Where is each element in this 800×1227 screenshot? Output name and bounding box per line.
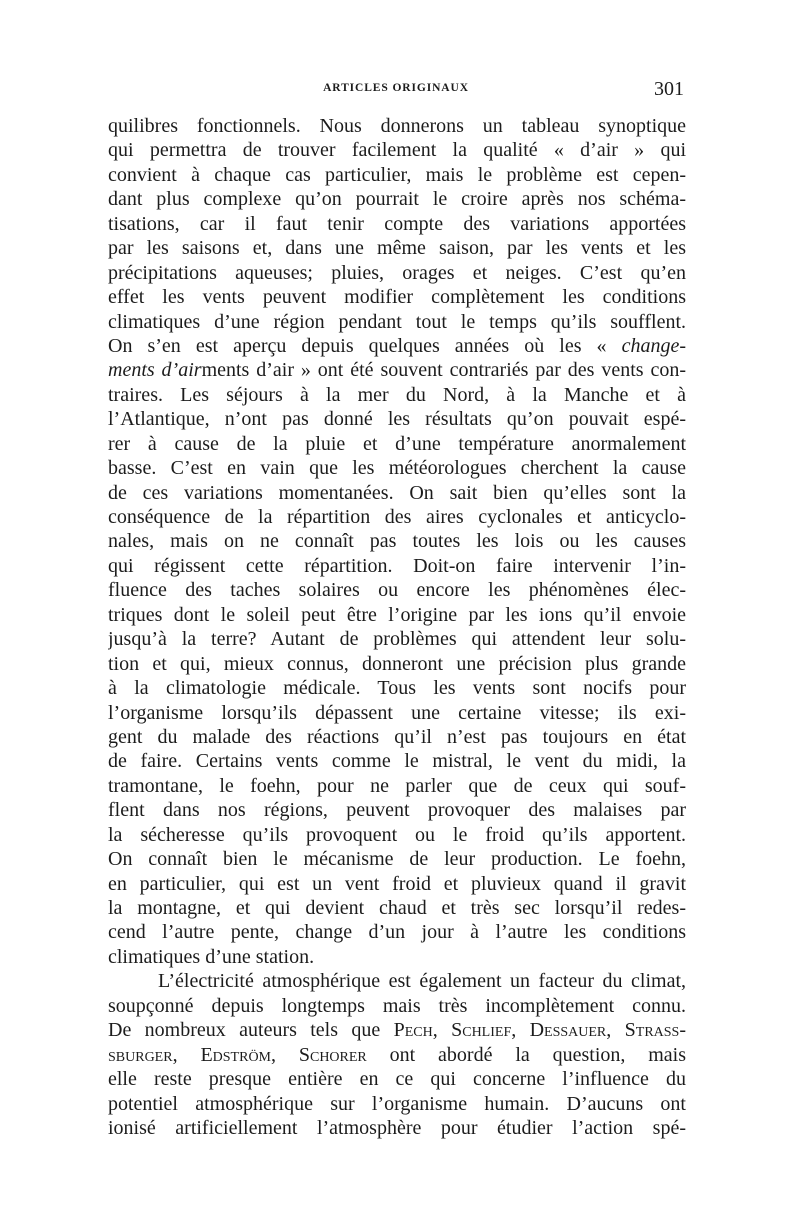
separator: , [432, 1019, 452, 1042]
text-line: On connaît bien le mécanisme de leur production. Le foehn, [108, 848, 686, 871]
text-run: On s’en est aperçu depuis quelques années où les « [108, 334, 607, 357]
text-line: climatiques d’une station. [108, 945, 315, 968]
text-line: conséquence de la répartition des aires cyclonales et anticyclo- [108, 506, 686, 528]
author-name: Schorer [298, 1043, 367, 1066]
text-run: ont abordé la question, mais [366, 1043, 686, 1066]
separator: , [511, 1019, 530, 1042]
text-line [108, 358, 686, 382]
text-line: basse. C’est en vain que les météorologues cherchent la cause [108, 457, 686, 480]
running-head [108, 78, 684, 102]
author-name: sburger [108, 1043, 173, 1066]
text-line: la montagne, et qui devient chaud et très sec lorsqu’il redes- [108, 897, 686, 919]
body-text [108, 114, 686, 1140]
text-line: dant plus complexe qu’on pourrait le croire après nos schéma- [108, 188, 686, 211]
text-line: gent du malade des réactions qu’il n’est pas toujours en état [108, 725, 686, 748]
text-line: l’organisme lorsqu’ils dépassent une certaine vitesse; ils exi- [108, 701, 686, 724]
paragraph-2 [108, 969, 686, 1140]
author-name: Strass- [624, 1019, 686, 1042]
separator: , [606, 1019, 625, 1042]
text-run: ments d’air » ont été souvent contrariés par des vents con- [201, 359, 686, 382]
separator: , [271, 1043, 299, 1066]
text-line: effet les vents peuvent modifier complètement les conditions [108, 286, 686, 309]
text-line [108, 334, 686, 358]
text-line: de faire. Certains vents comme le mistral, le vent du midi, la [108, 750, 686, 773]
italic-term: ments d’air [108, 359, 202, 382]
text-line: tion et qui, mieux connus, donneront une précision plus grande [108, 652, 686, 675]
text-run: De nombreux auteurs tels que [108, 1019, 394, 1042]
author-name: Edström [200, 1043, 271, 1066]
text-line: qui régissent cette répartition. Doit-on faire intervenir l’in- [108, 554, 686, 577]
text-line: soupçonné depuis longtemps mais très incomplètement connu. [108, 994, 686, 1017]
text-line: rer à cause de la pluie et d’une température anormalement [108, 432, 686, 455]
text-line: fluence des taches solaires ou encore les phénomènes élec- [108, 579, 686, 602]
text-line: convient à chaque cas particulier, mais le problème est cepen- [108, 163, 686, 186]
running-title: ARTICLES ORIGINAUX [323, 82, 469, 94]
text-line [108, 1018, 686, 1042]
text-line: nales, mais on ne connaît pas toutes les lois ou les causes [108, 530, 686, 553]
text-line: qui permettra de trouver facilement la qualité « d’air » qui [108, 139, 686, 162]
italic-term: change- [621, 334, 686, 357]
paragraph-1 [108, 114, 686, 969]
text-line: de ces variations momentanées. On sait bien qu’elles sont la [108, 481, 686, 504]
text-line: jusqu’à la terre? Autant de problèmes qui attendent leur solu- [108, 628, 686, 651]
separator: , [172, 1043, 201, 1066]
text-line: quilibres fonctionnels. Nous donnerons un tableau synoptique [108, 115, 686, 137]
text-line: elle reste presque entière en ce qui concerne l’influence du [108, 1068, 686, 1091]
text-line: potentiel atmosphérique sur l’organisme humain. D’aucuns ont [108, 1092, 686, 1115]
text-line: triques dont le soleil peut être l’origine par les ions qu’il envoie [108, 603, 686, 626]
text-line: par les saisons et, dans une même saison, par les vents et les [108, 237, 686, 260]
text-line: cend l’autre pente, change d’un jour à l’autre les conditions [108, 921, 686, 944]
page-number: 301 [654, 78, 684, 100]
text-line: flent dans nos régions, peuvent provoquer des malaises par [108, 799, 686, 822]
text-line: l’Atlantique, n’ont pas donné les résultats qu’on pouvait espé- [108, 408, 686, 431]
text-line: la sécheresse qu’ils provoquent ou le froid qu’ils apportent. [108, 823, 686, 846]
text-line: tisations, car il faut tenir compte des variations apportées [108, 212, 686, 235]
text-line: L’électricité atmosphérique est également un facteur du climat, [158, 970, 686, 993]
text-line [108, 1043, 686, 1067]
text-line: précipitations aqueuses; pluies, orages et neiges. C’est qu’en [108, 261, 686, 284]
text-line: ionisé artificiellement l’atmosphère pour étudier l’action spé- [108, 1116, 686, 1139]
text-line: en particulier, qui est un vent froid et pluvieux quand il gravit [108, 872, 686, 895]
author-name: Schlief [451, 1019, 512, 1042]
text-line: climatiques d’une région pendant tout le temps qu’ils soufflent. [108, 310, 686, 333]
text-line: à la climatologie médicale. Tous les vents sont nocifs pour [108, 677, 686, 700]
author-name: Dessauer [529, 1019, 607, 1042]
author-name: Pech [393, 1019, 433, 1042]
text-line: tramontane, le foehn, pour ne parler que de ceux qui souf- [108, 774, 686, 797]
text-line: traires. Les séjours à la mer du Nord, à la Manche et à [108, 383, 686, 406]
